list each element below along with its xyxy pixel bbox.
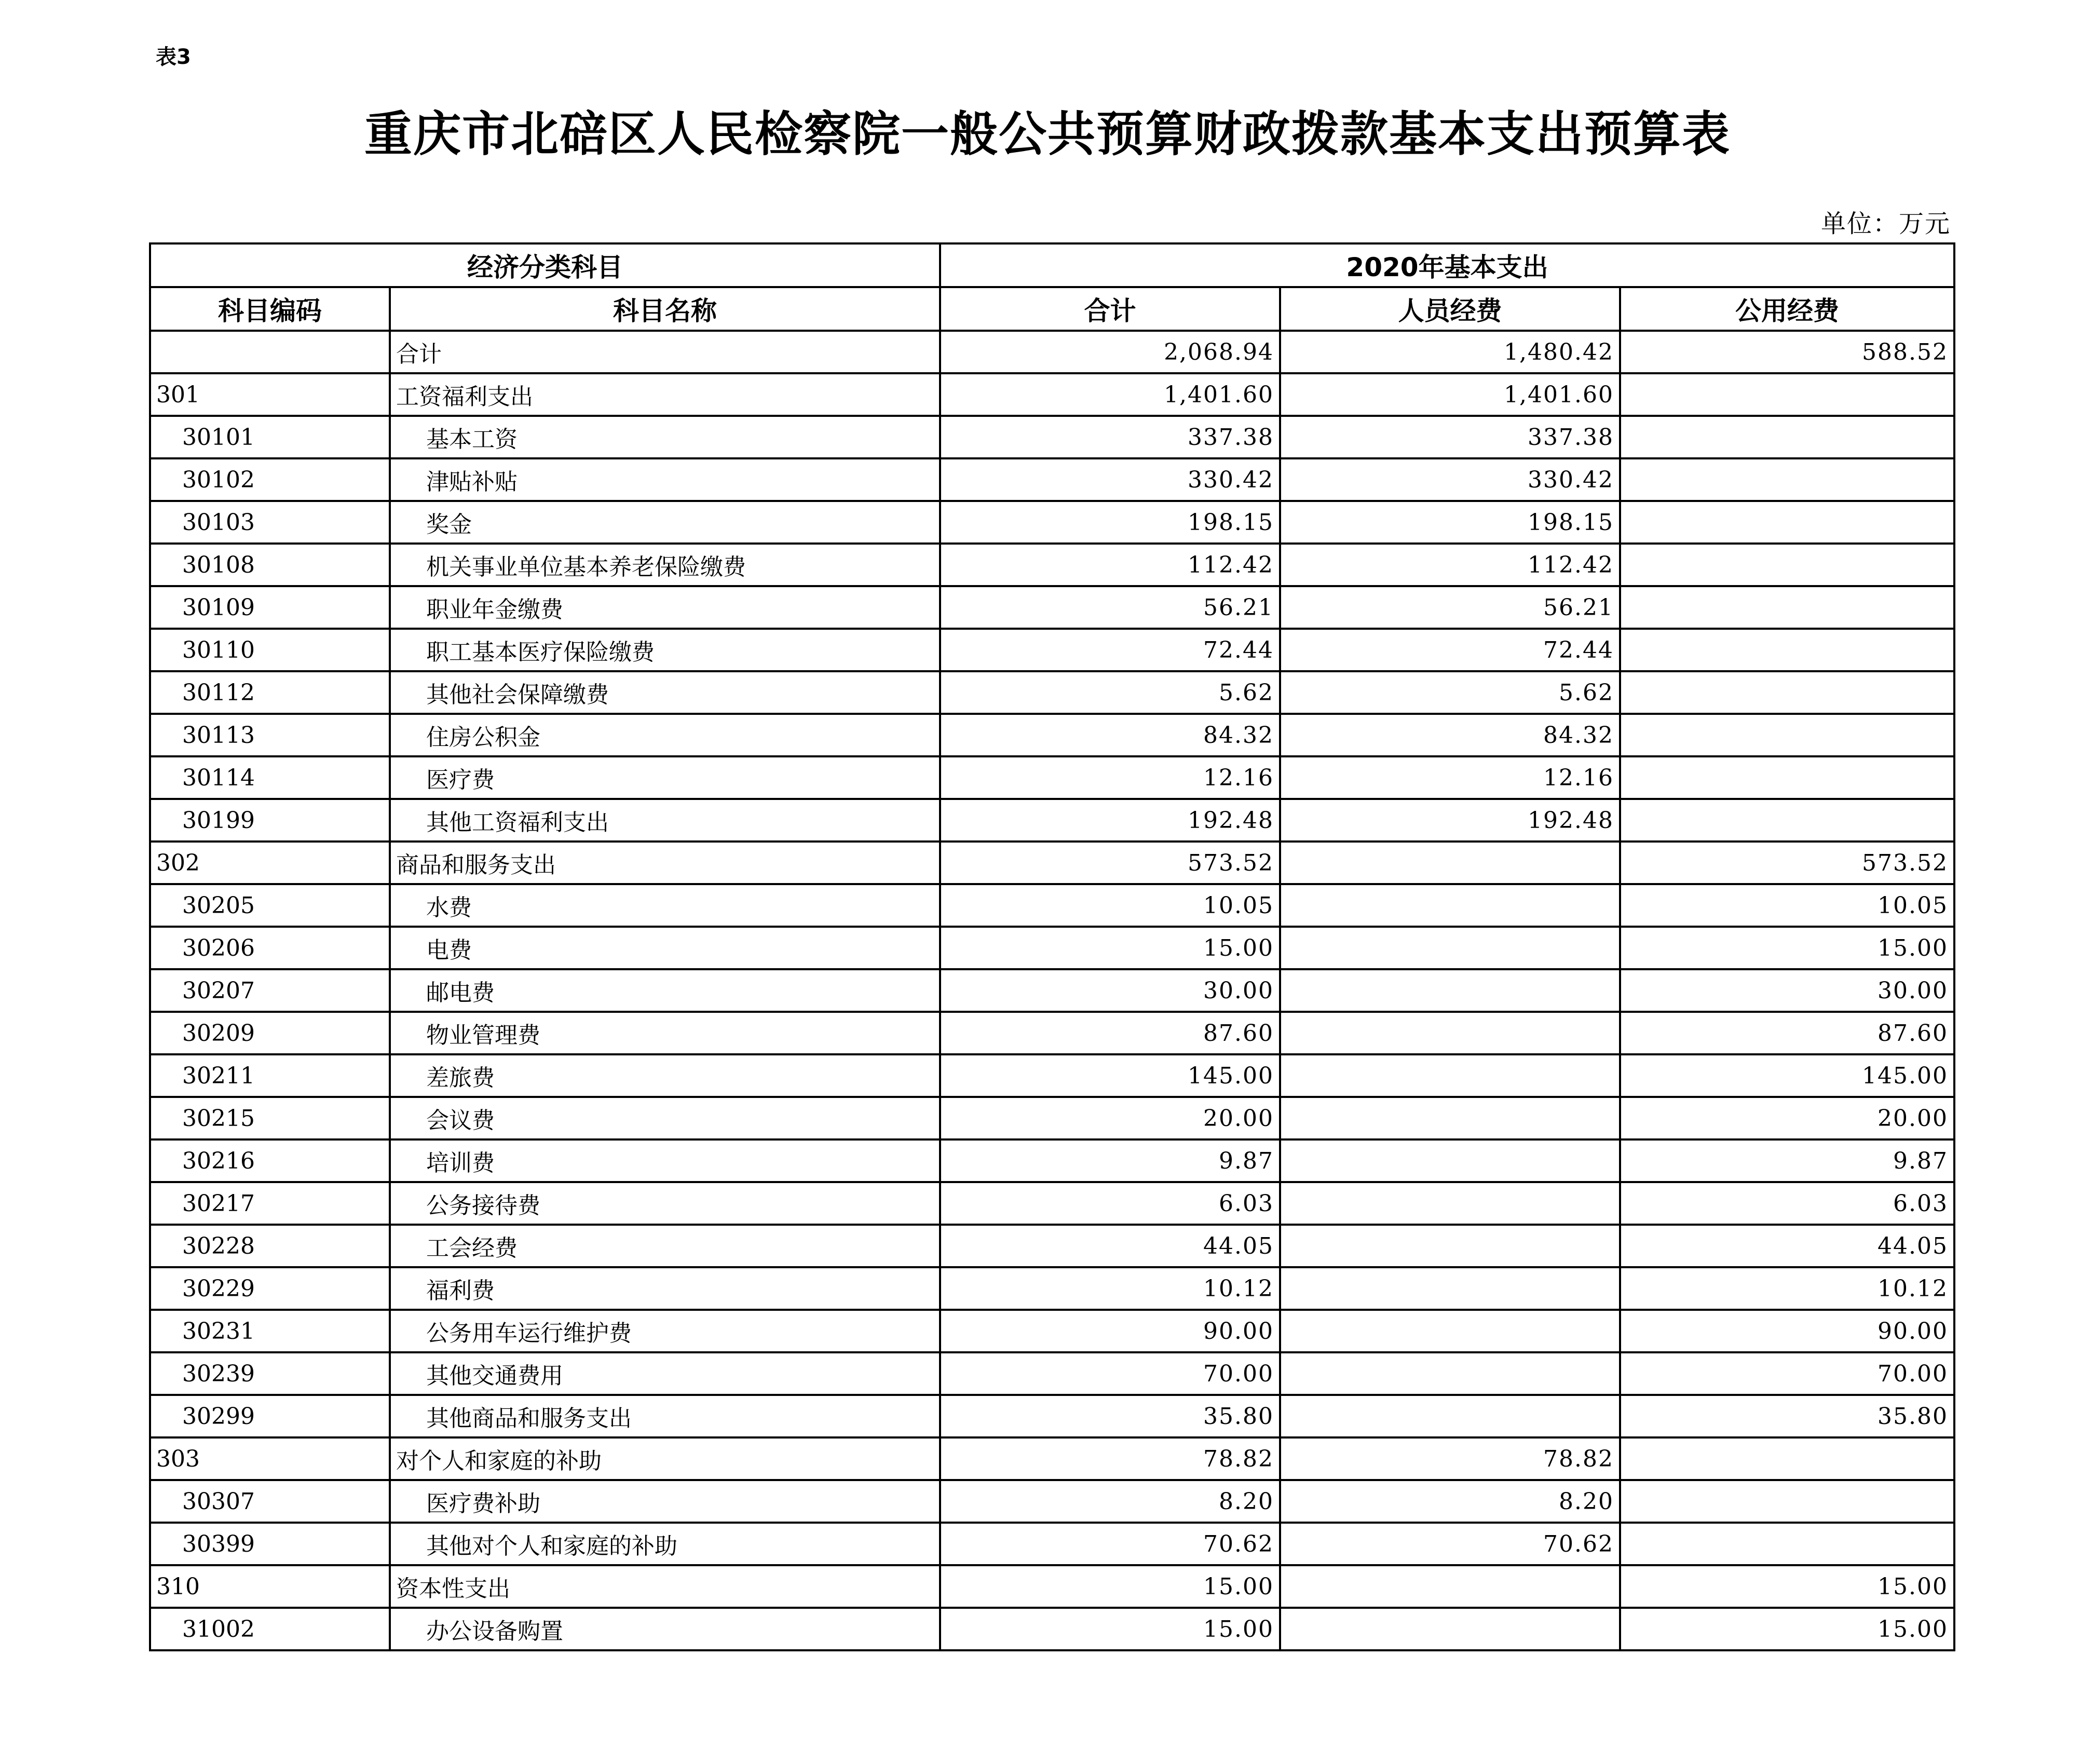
name-cell: 工会经费	[390, 1225, 940, 1267]
code-cell: 30399	[150, 1523, 390, 1565]
personnel-cell: 72.44	[1280, 629, 1620, 671]
personnel-cell: 78.82	[1280, 1437, 1620, 1480]
table-row	[150, 1437, 1954, 1480]
table-row	[150, 629, 1954, 671]
budget-table	[149, 242, 1955, 1651]
total-cell: 6.03	[940, 1182, 1280, 1225]
table-header	[150, 243, 1954, 331]
table-row	[150, 1523, 1954, 1565]
table-body	[150, 331, 1954, 1650]
header-group-row	[150, 243, 1954, 287]
personnel-cell	[1280, 1395, 1620, 1437]
name-cell: 医疗费补助	[390, 1480, 940, 1523]
personnel-cell: 1,401.60	[1280, 373, 1620, 416]
name-cell: 基本工资	[390, 416, 940, 458]
public-cell	[1620, 416, 1954, 458]
name-cell: 职工基本医疗保险缴费	[390, 629, 940, 671]
code-cell: 30211	[150, 1054, 390, 1097]
personnel-cell	[1280, 1012, 1620, 1054]
code-cell: 30206	[150, 927, 390, 969]
personnel-cell	[1280, 1310, 1620, 1352]
personnel-cell	[1280, 1608, 1620, 1650]
name-cell: 水费	[390, 884, 940, 927]
total-cell: 35.80	[940, 1395, 1280, 1437]
total-cell: 330.42	[940, 458, 1280, 501]
code-cell: 30108	[150, 544, 390, 586]
code-cell: 30205	[150, 884, 390, 927]
code-cell: 30307	[150, 1480, 390, 1523]
name-cell: 其他对个人和家庭的补助	[390, 1523, 940, 1565]
name-cell: 其他社会保障缴费	[390, 671, 940, 714]
public-cell	[1620, 629, 1954, 671]
public-cell	[1620, 458, 1954, 501]
total-cell: 15.00	[940, 1565, 1280, 1608]
personnel-cell	[1280, 1225, 1620, 1267]
code-cell: 30231	[150, 1310, 390, 1352]
name-cell: 会议费	[390, 1097, 940, 1139]
table-row	[150, 1352, 1954, 1395]
total-cell: 9.87	[940, 1139, 1280, 1182]
personnel-cell: 192.48	[1280, 799, 1620, 842]
header-personnel: 人员经费	[1280, 287, 1620, 331]
code-cell: 30112	[150, 671, 390, 714]
total-cell: 20.00	[940, 1097, 1280, 1139]
total-cell: 10.05	[940, 884, 1280, 927]
table-row	[150, 544, 1954, 586]
personnel-cell	[1280, 1139, 1620, 1182]
public-cell	[1620, 586, 1954, 629]
public-cell: 90.00	[1620, 1310, 1954, 1352]
table-row	[150, 1225, 1954, 1267]
personnel-cell	[1280, 1352, 1620, 1395]
table-row	[150, 1012, 1954, 1054]
personnel-cell: 337.38	[1280, 416, 1620, 458]
table-row	[150, 1480, 1954, 1523]
public-cell: 15.00	[1620, 1608, 1954, 1650]
total-cell: 84.32	[940, 714, 1280, 756]
table-row	[150, 501, 1954, 544]
header-public: 公用经费	[1620, 287, 1954, 331]
name-cell: 其他商品和服务支出	[390, 1395, 940, 1437]
public-cell	[1620, 1480, 1954, 1523]
public-cell	[1620, 544, 1954, 586]
name-cell: 物业管理费	[390, 1012, 940, 1054]
table-number: 表3	[156, 45, 191, 69]
total-cell: 15.00	[940, 927, 1280, 969]
name-cell: 对个人和家庭的补助	[390, 1437, 940, 1480]
name-cell: 福利费	[390, 1267, 940, 1310]
name-cell: 培训费	[390, 1139, 940, 1182]
total-cell: 30.00	[940, 969, 1280, 1012]
personnel-cell	[1280, 1097, 1620, 1139]
public-cell: 15.00	[1620, 1565, 1954, 1608]
header-basic-expenditure-2020: 2020年基本支出	[940, 243, 1954, 287]
total-cell: 10.12	[940, 1267, 1280, 1310]
header-column-row	[150, 287, 1954, 331]
code-cell: 30217	[150, 1182, 390, 1225]
code-cell: 30228	[150, 1225, 390, 1267]
table-row	[150, 416, 1954, 458]
header-name: 科目名称	[390, 287, 940, 331]
personnel-cell: 112.42	[1280, 544, 1620, 586]
public-cell: 70.00	[1620, 1352, 1954, 1395]
personnel-cell	[1280, 1054, 1620, 1097]
code-cell: 30299	[150, 1395, 390, 1437]
code-cell: 30209	[150, 1012, 390, 1054]
header-economic-category: 经济分类科目	[150, 243, 940, 287]
total-cell: 70.62	[940, 1523, 1280, 1565]
total-cell: 56.21	[940, 586, 1280, 629]
code-cell: 30114	[150, 756, 390, 799]
table-row	[150, 969, 1954, 1012]
public-cell	[1620, 799, 1954, 842]
name-cell: 公务用车运行维护费	[390, 1310, 940, 1352]
personnel-cell: 330.42	[1280, 458, 1620, 501]
table-row	[150, 714, 1954, 756]
page-title: 重庆市北碚区人民检察院一般公共预算财政拨款基本支出预算表	[364, 106, 1731, 162]
name-cell: 合计	[390, 331, 940, 373]
code-cell: 30229	[150, 1267, 390, 1310]
total-cell: 1,401.60	[940, 373, 1280, 416]
total-cell: 198.15	[940, 501, 1280, 544]
total-cell: 44.05	[940, 1225, 1280, 1267]
code-cell	[150, 331, 390, 373]
name-cell: 医疗费	[390, 756, 940, 799]
code-cell: 310	[150, 1565, 390, 1608]
table-row	[150, 1097, 1954, 1139]
personnel-cell: 1,480.42	[1280, 331, 1620, 373]
table-row	[150, 1139, 1954, 1182]
personnel-cell	[1280, 927, 1620, 969]
name-cell: 津贴补贴	[390, 458, 940, 501]
table-row	[150, 1565, 1954, 1608]
name-cell: 资本性支出	[390, 1565, 940, 1608]
personnel-cell: 5.62	[1280, 671, 1620, 714]
name-cell: 其他交通费用	[390, 1352, 940, 1395]
public-cell: 30.00	[1620, 969, 1954, 1012]
code-cell: 30113	[150, 714, 390, 756]
table-row	[150, 671, 1954, 714]
table-row	[150, 331, 1954, 373]
code-cell: 30215	[150, 1097, 390, 1139]
public-cell	[1620, 671, 1954, 714]
total-cell: 78.82	[940, 1437, 1280, 1480]
name-cell: 机关事业单位基本养老保险缴费	[390, 544, 940, 586]
total-cell: 90.00	[940, 1310, 1280, 1352]
table-row	[150, 842, 1954, 884]
name-cell: 其他工资福利支出	[390, 799, 940, 842]
personnel-cell: 56.21	[1280, 586, 1620, 629]
total-cell: 70.00	[940, 1352, 1280, 1395]
total-cell: 8.20	[940, 1480, 1280, 1523]
public-cell: 6.03	[1620, 1182, 1954, 1225]
total-cell: 145.00	[940, 1054, 1280, 1097]
public-cell: 9.87	[1620, 1139, 1954, 1182]
name-cell: 办公设备购置	[390, 1608, 940, 1650]
personnel-cell	[1280, 884, 1620, 927]
public-cell	[1620, 756, 1954, 799]
table-row	[150, 927, 1954, 969]
code-cell: 30216	[150, 1139, 390, 1182]
public-cell	[1620, 373, 1954, 416]
personnel-cell	[1280, 1182, 1620, 1225]
personnel-cell: 198.15	[1280, 501, 1620, 544]
header-code: 科目编码	[150, 287, 390, 331]
personnel-cell	[1280, 1565, 1620, 1608]
total-cell: 573.52	[940, 842, 1280, 884]
public-cell	[1620, 1523, 1954, 1565]
name-cell: 奖金	[390, 501, 940, 544]
personnel-cell: 8.20	[1280, 1480, 1620, 1523]
public-cell: 35.80	[1620, 1395, 1954, 1437]
unit-label: 单位：万元	[1820, 209, 1951, 238]
table-row	[150, 884, 1954, 927]
name-cell: 公务接待费	[390, 1182, 940, 1225]
table-row	[150, 373, 1954, 416]
public-cell: 87.60	[1620, 1012, 1954, 1054]
table-row	[150, 756, 1954, 799]
name-cell: 差旅费	[390, 1054, 940, 1097]
public-cell: 44.05	[1620, 1225, 1954, 1267]
total-cell: 87.60	[940, 1012, 1280, 1054]
name-cell: 商品和服务支出	[390, 842, 940, 884]
personnel-cell: 84.32	[1280, 714, 1620, 756]
public-cell: 588.52	[1620, 331, 1954, 373]
table-row	[150, 799, 1954, 842]
table-row	[150, 1310, 1954, 1352]
public-cell: 10.05	[1620, 884, 1954, 927]
code-cell: 30110	[150, 629, 390, 671]
code-cell: 302	[150, 842, 390, 884]
public-cell: 145.00	[1620, 1054, 1954, 1097]
personnel-cell: 70.62	[1280, 1523, 1620, 1565]
name-cell: 住房公积金	[390, 714, 940, 756]
name-cell: 电费	[390, 927, 940, 969]
code-cell: 30101	[150, 416, 390, 458]
total-cell: 337.38	[940, 416, 1280, 458]
table-row	[150, 1267, 1954, 1310]
total-cell: 112.42	[940, 544, 1280, 586]
public-cell: 573.52	[1620, 842, 1954, 884]
public-cell: 10.12	[1620, 1267, 1954, 1310]
name-cell: 邮电费	[390, 969, 940, 1012]
public-cell	[1620, 714, 1954, 756]
personnel-cell: 12.16	[1280, 756, 1620, 799]
table-row	[150, 458, 1954, 501]
code-cell: 30103	[150, 501, 390, 544]
table-row	[150, 1608, 1954, 1650]
code-cell: 30239	[150, 1352, 390, 1395]
personnel-cell	[1280, 1267, 1620, 1310]
total-cell: 72.44	[940, 629, 1280, 671]
public-cell	[1620, 1437, 1954, 1480]
public-cell: 20.00	[1620, 1097, 1954, 1139]
header-total: 合计	[940, 287, 1280, 331]
code-cell: 30199	[150, 799, 390, 842]
code-cell: 31002	[150, 1608, 390, 1650]
personnel-cell	[1280, 969, 1620, 1012]
table-row	[150, 586, 1954, 629]
table-row	[150, 1054, 1954, 1097]
public-cell: 15.00	[1620, 927, 1954, 969]
code-cell: 30207	[150, 969, 390, 1012]
total-cell: 2,068.94	[940, 331, 1280, 373]
name-cell: 职业年金缴费	[390, 586, 940, 629]
code-cell: 303	[150, 1437, 390, 1480]
total-cell: 5.62	[940, 671, 1280, 714]
personnel-cell	[1280, 842, 1620, 884]
table-row	[150, 1182, 1954, 1225]
name-cell: 工资福利支出	[390, 373, 940, 416]
public-cell	[1620, 501, 1954, 544]
code-cell: 30109	[150, 586, 390, 629]
code-cell: 301	[150, 373, 390, 416]
total-cell: 12.16	[940, 756, 1280, 799]
code-cell: 30102	[150, 458, 390, 501]
total-cell: 15.00	[940, 1608, 1280, 1650]
total-cell: 192.48	[940, 799, 1280, 842]
table-row	[150, 1395, 1954, 1437]
